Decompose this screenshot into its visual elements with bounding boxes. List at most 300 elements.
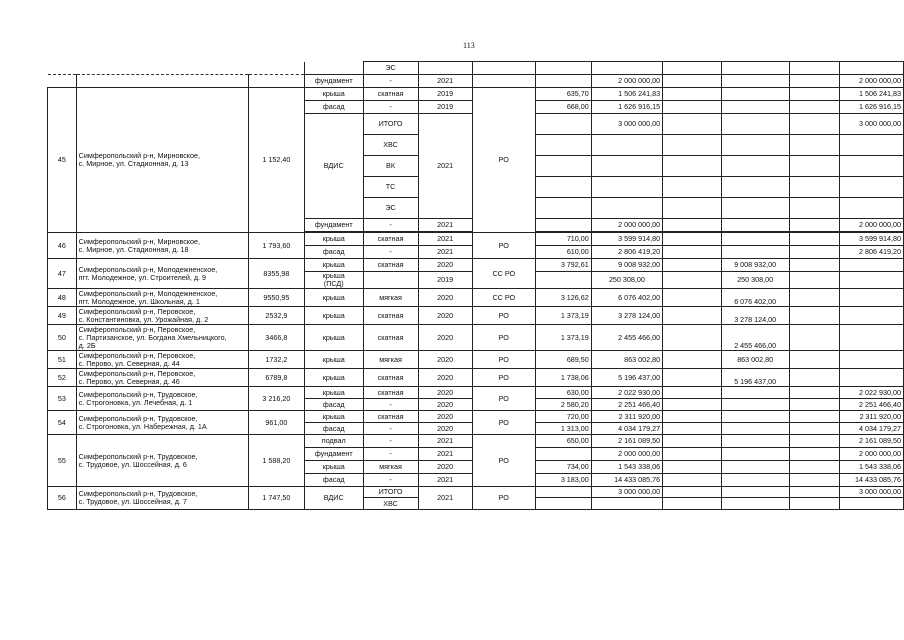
table-cell xyxy=(591,498,662,510)
table-cell: 2020 xyxy=(418,325,472,351)
table-cell xyxy=(248,62,304,75)
table-cell: 668,00 xyxy=(535,101,591,114)
table-cell: Симферопольский р-н, Молодежненское, пгт. Молодежное, ул. Строителей, д. 9 xyxy=(76,259,248,289)
table-cell xyxy=(663,114,722,135)
table-cell xyxy=(76,75,248,88)
table-cell: 6 076 402,00 xyxy=(721,289,789,307)
table-cell: 2 000 000,00 xyxy=(839,448,903,461)
table-cell: 3466,8 xyxy=(248,325,304,351)
table-cell: РО xyxy=(472,411,535,435)
table-cell xyxy=(789,351,839,369)
table-cell xyxy=(839,498,903,510)
table-cell: 3 000 000,00 xyxy=(839,114,903,135)
table-cell: 250 308,00 xyxy=(591,272,662,289)
table-cell xyxy=(535,448,591,461)
table-row xyxy=(48,233,904,246)
table-cell: 51 xyxy=(48,351,77,369)
table-cell xyxy=(839,369,903,387)
table-cell: - xyxy=(363,435,418,448)
table-cell xyxy=(663,62,722,75)
table-cell: 46 xyxy=(48,233,77,259)
table-cell xyxy=(663,135,722,156)
table-cell xyxy=(789,198,839,219)
table-cell: 720,00 xyxy=(535,411,591,423)
table-row xyxy=(48,435,904,448)
table-row xyxy=(48,387,904,399)
table-cell: РО xyxy=(472,369,535,387)
table-cell: ВК xyxy=(363,156,418,177)
table-cell: скатная xyxy=(363,259,418,272)
table-cell: 250 308,00 xyxy=(721,272,789,289)
table-row xyxy=(48,307,904,325)
table-cell: 1 793,60 xyxy=(248,233,304,259)
table-cell: 14 433 085,76 xyxy=(591,474,662,487)
table-cell: 2020 xyxy=(418,399,472,411)
table-cell: РО xyxy=(472,307,535,325)
table-row xyxy=(48,411,904,423)
table-cell: Симферопольский р-н, Трудовское, с. Трудовое, ул. Шоссейная, д. 6 xyxy=(76,435,248,487)
table-cell: 734,00 xyxy=(535,461,591,474)
table-cell: 3 278 124,00 xyxy=(591,307,662,325)
table-cell xyxy=(721,198,789,219)
table-cell xyxy=(535,62,591,75)
table-cell xyxy=(721,399,789,411)
table-cell: крыша xyxy=(304,387,363,399)
table-cell xyxy=(721,75,789,88)
table-cell: Симферопольский р-н, Перовское, с. Перово, ул. Северная, д. 46 xyxy=(76,369,248,387)
table-cell: 2019 xyxy=(418,88,472,101)
table-cell: 9550,95 xyxy=(248,289,304,307)
table-cell xyxy=(48,62,77,75)
table-cell: 1 543 338,06 xyxy=(839,461,903,474)
table-cell: РО xyxy=(472,233,535,259)
table-cell xyxy=(721,62,789,75)
table-cell xyxy=(535,177,591,198)
table-cell: 710,00 xyxy=(535,233,591,246)
table-cell: 5 196 437,00 xyxy=(721,369,789,387)
table-cell xyxy=(789,88,839,101)
table-cell: 9 008 932,00 xyxy=(721,259,789,272)
table-cell xyxy=(591,156,662,177)
table-cell: 2020 xyxy=(418,411,472,423)
table-cell: крыша xyxy=(304,233,363,246)
table-row xyxy=(48,259,904,272)
table-cell: 4 034 179,27 xyxy=(839,423,903,435)
table-cell: фасад xyxy=(304,399,363,411)
table-cell xyxy=(663,246,722,259)
table-cell: - xyxy=(363,219,418,232)
table-cell xyxy=(789,219,839,232)
table-cell: 14 433 085,76 xyxy=(839,474,903,487)
table-cell xyxy=(418,62,472,75)
row-number: 45 xyxy=(48,88,77,233)
table-cell xyxy=(789,156,839,177)
table-cell: мягкая xyxy=(363,461,418,474)
table-cell xyxy=(535,272,591,289)
table-cell: 2021 xyxy=(418,474,472,487)
table-cell: 2 251 466,40 xyxy=(591,399,662,411)
table-cell: ХВС xyxy=(363,498,418,510)
table-cell xyxy=(789,177,839,198)
element-cell: ЭС xyxy=(363,62,418,75)
table-cell: 635,70 xyxy=(535,88,591,101)
table-cell: 2020 xyxy=(418,387,472,399)
table-cell xyxy=(721,448,789,461)
table-cell xyxy=(789,101,839,114)
table-cell xyxy=(789,487,839,498)
table-cell: 2 161 089,50 xyxy=(839,435,903,448)
table-cell xyxy=(839,62,903,75)
table-cell: фундамент xyxy=(304,448,363,461)
table-cell xyxy=(535,114,591,135)
table-cell: 1 588,20 xyxy=(248,435,304,487)
table-cell: 2 000 000,00 xyxy=(839,219,903,232)
table-cell: 3 126,62 xyxy=(535,289,591,307)
table-cell: - xyxy=(363,246,418,259)
table-cell xyxy=(535,198,591,219)
table-cell: мягкая xyxy=(363,289,418,307)
table-cell xyxy=(663,325,722,351)
table-cell: 2 161 089,50 xyxy=(591,435,662,448)
table-cell xyxy=(48,75,77,88)
table-cell: - xyxy=(363,448,418,461)
table-cell xyxy=(789,369,839,387)
table-cell: 1 626 916,15 xyxy=(839,101,903,114)
table-cell xyxy=(663,461,722,474)
table-cell: 1 747,50 xyxy=(248,487,304,510)
table-cell: 6 076 402,00 xyxy=(591,289,662,307)
table-cell xyxy=(535,498,591,510)
table-cell xyxy=(789,325,839,351)
table-cell: фундамент xyxy=(304,219,363,232)
table-cell xyxy=(721,177,789,198)
table-cell: 2 806 419,20 xyxy=(591,246,662,259)
table-row xyxy=(48,325,904,351)
table-cell: РО xyxy=(472,351,535,369)
table-cell: крыша xyxy=(304,325,363,351)
table-cell: Симферопольский р-н, Трудовское, с. Строгоновка, ул. Лечебная, д. 1 xyxy=(76,387,248,411)
table-cell xyxy=(304,62,363,75)
repair-program-table xyxy=(47,61,904,510)
table-cell: 56 xyxy=(48,487,77,510)
table-row xyxy=(48,369,904,387)
table-cell: крыша xyxy=(304,369,363,387)
table-cell: 8355,98 xyxy=(248,259,304,289)
table-cell xyxy=(839,259,903,272)
table-cell xyxy=(789,435,839,448)
table-cell: 1 543 338,06 xyxy=(591,461,662,474)
table-cell: Симферопольский р-н, Трудовское, с. Строгоновка, ул. Набережная, д. 1А xyxy=(76,411,248,435)
table-row xyxy=(48,487,904,498)
table-cell xyxy=(721,487,789,498)
table-cell: 49 xyxy=(48,307,77,325)
table-cell: подвал xyxy=(304,435,363,448)
table-cell xyxy=(663,498,722,510)
table-cell: 1 506 241,83 xyxy=(839,88,903,101)
table-cell: 2020 xyxy=(418,289,472,307)
table-cell: 48 xyxy=(48,289,77,307)
table-cell: 1732,2 xyxy=(248,351,304,369)
table-cell: скатная xyxy=(363,369,418,387)
table-cell: Симферопольский р-н, Трудовское, с. Трудовое, ул. Шоссейная, д. 7 xyxy=(76,487,248,510)
table-cell xyxy=(839,177,903,198)
table-cell: 6789,8 xyxy=(248,369,304,387)
table-cell xyxy=(663,75,722,88)
table-cell xyxy=(663,399,722,411)
table-cell: ВДИС xyxy=(304,487,363,510)
table-cell: крыша (ПСД) xyxy=(304,272,363,289)
address-cell: Симферопольский р-н, Мирновское, с. Мирное, ул. Стадионная, д. 13 xyxy=(76,88,248,233)
table-cell: 3 216,20 xyxy=(248,387,304,411)
table-cell: РО xyxy=(472,435,535,487)
table-cell: 2 455 466,00 xyxy=(721,325,789,351)
table-cell xyxy=(839,325,903,351)
table-cell: скатная xyxy=(363,387,418,399)
table-cell: 2021 xyxy=(418,219,472,232)
table-cell xyxy=(721,423,789,435)
table-cell xyxy=(839,351,903,369)
table-cell: ТС xyxy=(363,177,418,198)
table-cell: 3 792,61 xyxy=(535,259,591,272)
table-cell: 2 000 000,00 xyxy=(839,75,903,88)
table-cell xyxy=(663,474,722,487)
table-cell xyxy=(721,233,789,246)
table-cell: 2 022 930,00 xyxy=(591,387,662,399)
table-cell: Симферопольский р-н, Перовское, с. Константиновка, ул. Урожайная, д. 2 xyxy=(76,307,248,325)
table-cell: 53 xyxy=(48,387,77,411)
table-cell: ВДИС xyxy=(304,114,363,219)
table-cell xyxy=(472,75,535,88)
table-cell: 1 313,00 xyxy=(535,423,591,435)
table-cell: фасад xyxy=(304,101,363,114)
table-cell: Симферопольский р-н, Молодежненское, пгт. Молодежное, ул. Школьная, д. 1 xyxy=(76,289,248,307)
table-cell xyxy=(789,474,839,487)
table-cell: 3 183,00 xyxy=(535,474,591,487)
table-cell xyxy=(721,135,789,156)
table-cell: 2021 xyxy=(418,435,472,448)
table-cell xyxy=(663,351,722,369)
table-cell xyxy=(789,233,839,246)
table-cell xyxy=(472,62,535,75)
table-cell: - xyxy=(363,75,418,88)
table-cell xyxy=(789,62,839,75)
table-cell xyxy=(839,307,903,325)
table-cell: - xyxy=(363,474,418,487)
table-cell xyxy=(721,114,789,135)
table-cell: крыша xyxy=(304,461,363,474)
table-cell: ИТОГО xyxy=(363,114,418,135)
table-cell xyxy=(789,272,839,289)
table-cell xyxy=(789,423,839,435)
table-cell: 2532,9 xyxy=(248,307,304,325)
table-cell xyxy=(591,135,662,156)
table-cell: 2 311 920,00 xyxy=(591,411,662,423)
table-cell: ЭС xyxy=(363,198,418,219)
table-cell xyxy=(721,461,789,474)
table-row xyxy=(48,351,904,369)
table-cell xyxy=(789,75,839,88)
table-cell: 3 599 914,80 xyxy=(839,233,903,246)
table-cell: 2020 xyxy=(418,423,472,435)
table-cell xyxy=(839,289,903,307)
table-cell: ИТОГО xyxy=(363,487,418,498)
table-cell xyxy=(789,387,839,399)
table-cell: 3 599 914,80 xyxy=(591,233,662,246)
table-cell: 3 000 000,00 xyxy=(591,487,662,498)
table-cell xyxy=(663,307,722,325)
table-cell: 863 002,80 xyxy=(721,351,789,369)
table-cell: 2 000 000,00 xyxy=(591,448,662,461)
table-cell xyxy=(789,448,839,461)
table-cell: Симферопольский р-н, Перовское, с. Перово, ул. Северная, д. 44 xyxy=(76,351,248,369)
table-cell: скатная xyxy=(363,233,418,246)
table-cell: 1 373,19 xyxy=(535,325,591,351)
table-cell: скатная xyxy=(363,411,418,423)
table-cell xyxy=(663,289,722,307)
table-cell: 47 xyxy=(48,259,77,289)
table-cell: 863 002,80 xyxy=(591,351,662,369)
table-cell: крыша xyxy=(304,351,363,369)
table-cell xyxy=(663,233,722,246)
table-row xyxy=(48,88,904,101)
table-cell: крыша xyxy=(304,307,363,325)
table-cell xyxy=(839,156,903,177)
table-cell xyxy=(535,75,591,88)
table-cell: 2 022 930,00 xyxy=(839,387,903,399)
table-cell xyxy=(535,487,591,498)
table-cell: Симферопольский р-н, Перовское, с. Партизанское, ул. Богдана Хмельницкого, д. 2Б xyxy=(76,325,248,351)
table-cell: 2021 xyxy=(418,246,472,259)
table-cell xyxy=(663,198,722,219)
table-cell: 2 000 000,00 xyxy=(591,219,662,232)
table-cell xyxy=(591,198,662,219)
table-cell xyxy=(663,272,722,289)
table-cell xyxy=(789,246,839,259)
table-cell: 55 xyxy=(48,435,77,487)
table-cell xyxy=(721,101,789,114)
table-cell xyxy=(789,399,839,411)
table-cell: 650,00 xyxy=(535,435,591,448)
table-cell xyxy=(721,498,789,510)
table-cell: 1 373,19 xyxy=(535,307,591,325)
table-cell: 1 738,06 xyxy=(535,369,591,387)
table-cell: Симферопольский р-н, Мирновское, с. Мирное, ул. Стадионная, д. 18 xyxy=(76,233,248,259)
table-cell: фасад xyxy=(304,474,363,487)
table-cell xyxy=(789,135,839,156)
table-cell xyxy=(789,259,839,272)
table-cell xyxy=(663,487,722,498)
table-cell: 2 000 000,00 xyxy=(591,75,662,88)
table-cell: СС РО xyxy=(472,289,535,307)
table-cell: 2021 xyxy=(418,75,472,88)
table-cell: крыша xyxy=(304,259,363,272)
table-row xyxy=(48,289,904,307)
table-cell xyxy=(839,272,903,289)
table-cell: 2019 xyxy=(418,272,472,289)
table-cell: 52 xyxy=(48,369,77,387)
table-cell xyxy=(663,448,722,461)
table-cell xyxy=(663,435,722,448)
table-cell: крыша xyxy=(304,88,363,101)
table-cell xyxy=(789,411,839,423)
table-cell: 2020 xyxy=(418,351,472,369)
table-cell xyxy=(663,369,722,387)
table-cell xyxy=(663,423,722,435)
table-cell: 3 278 124,00 xyxy=(721,307,789,325)
table-cell: мягкая xyxy=(363,351,418,369)
table-cell: скатная xyxy=(363,325,418,351)
table-cell: 2 455 466,00 xyxy=(591,325,662,351)
table-cell xyxy=(663,219,722,232)
table-cell xyxy=(663,101,722,114)
table-cell: 2019 xyxy=(418,101,472,114)
table-cell xyxy=(721,411,789,423)
table-cell: 2 311 920,00 xyxy=(839,411,903,423)
table-cell: 961,00 xyxy=(248,411,304,435)
table-cell xyxy=(721,156,789,177)
table-cell xyxy=(721,435,789,448)
table-cell xyxy=(721,219,789,232)
table-cell: 630,00 xyxy=(535,387,591,399)
table-cell xyxy=(789,114,839,135)
table-cell xyxy=(721,387,789,399)
table-cell xyxy=(789,289,839,307)
table-cell: фасад xyxy=(304,246,363,259)
table-cell: 610,00 xyxy=(535,246,591,259)
table-cell: 2020 xyxy=(418,259,472,272)
table-cell: 9 008 932,00 xyxy=(591,259,662,272)
table-cell: 5 196 437,00 xyxy=(591,369,662,387)
table-cell xyxy=(591,177,662,198)
table-cell xyxy=(789,498,839,510)
table-cell: 2021 xyxy=(418,487,472,510)
funding-cell: РО xyxy=(472,88,535,233)
table-cell: РО xyxy=(472,387,535,411)
table-cell: 2 580,20 xyxy=(535,399,591,411)
table-cell xyxy=(535,135,591,156)
table-cell xyxy=(663,177,722,198)
table-cell xyxy=(721,474,789,487)
table-cell: ХВС xyxy=(363,135,418,156)
table-cell xyxy=(789,307,839,325)
table-cell: 3 000 000,00 xyxy=(839,487,903,498)
table-cell xyxy=(663,387,722,399)
table-cell: 3 000 000,00 xyxy=(591,114,662,135)
table-cell xyxy=(663,411,722,423)
table-cell xyxy=(663,259,722,272)
table-cell xyxy=(663,156,722,177)
table-cell: скатная xyxy=(363,307,418,325)
table-cell xyxy=(535,156,591,177)
table-row xyxy=(48,75,904,88)
table-cell: фасад xyxy=(304,423,363,435)
table-cell: 2020 xyxy=(418,369,472,387)
table-cell: крыша xyxy=(304,289,363,307)
table-cell xyxy=(839,135,903,156)
table-cell xyxy=(663,88,722,101)
table-cell: - xyxy=(363,399,418,411)
table-cell xyxy=(721,88,789,101)
table-cell: 1 626 916,15 xyxy=(591,101,662,114)
table-cell: 2020 xyxy=(418,461,472,474)
table-cell: СС РО xyxy=(472,259,535,289)
table-cell: 2 251 466,40 xyxy=(839,399,903,411)
table-cell xyxy=(839,198,903,219)
table-cell: 689,50 xyxy=(535,351,591,369)
table-cell: 50 xyxy=(48,325,77,351)
table-cell xyxy=(76,62,248,75)
table-cell xyxy=(591,62,662,75)
